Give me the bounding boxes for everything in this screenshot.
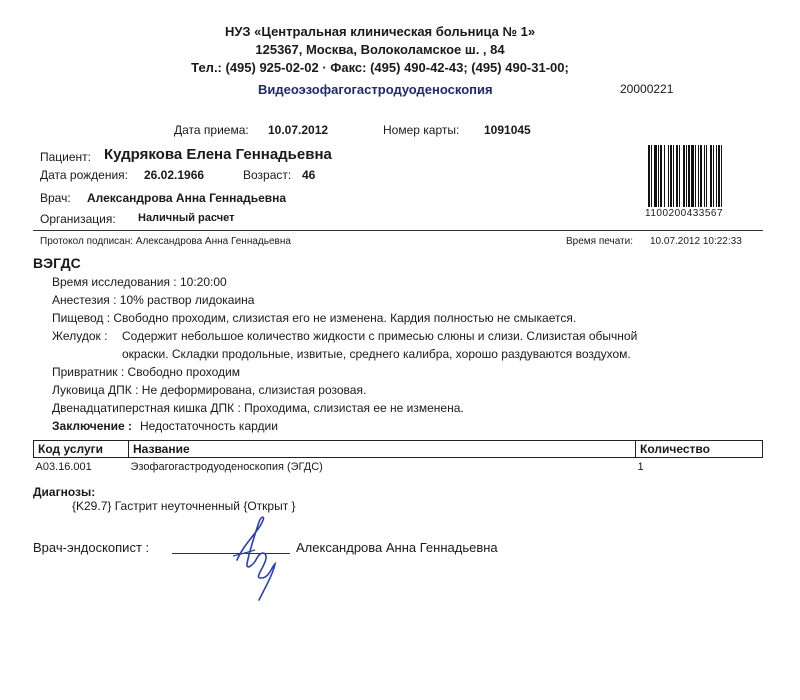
card-number-value: 1091045: [484, 123, 531, 137]
barcode-bar: [668, 145, 669, 207]
print-time-label: Время печати:: [566, 236, 634, 247]
barcode-bar: [713, 145, 714, 207]
handwritten-signature: [225, 512, 295, 607]
barcode-bar: [688, 145, 690, 207]
diagnoses-label: Диагнозы:: [33, 485, 96, 499]
barcode-bar: [673, 145, 674, 207]
services-header-row: [34, 441, 763, 458]
exam-stomach-label: Желудок :: [52, 329, 108, 343]
barcode-bar: [664, 145, 665, 207]
organization-value: Наличный расчет: [138, 212, 235, 224]
barcode-bar: [676, 145, 678, 207]
exam-time: Время исследования : 10:20:00: [52, 275, 227, 289]
barcode-bar: [686, 145, 687, 207]
barcode-bar: [648, 145, 650, 207]
barcode-bar: [679, 145, 680, 207]
print-time-value: 10.07.2012 10:22:33: [650, 236, 742, 247]
barcode-bar: [706, 145, 707, 207]
visit-date-label: Дата приема:: [174, 123, 249, 137]
barcode-bar: [670, 145, 672, 207]
barcode: [648, 145, 760, 207]
barcode-bar: [718, 145, 720, 207]
col-qty-header: Количество: [636, 441, 763, 458]
organization-label: Организация:: [40, 212, 116, 226]
doctor-label: Врач:: [40, 191, 71, 205]
protocol-signed: Протокол подписан: Александрова Анна Геннадьевна: [40, 236, 291, 247]
barcode-bar: [710, 145, 712, 207]
barcode-bar: [660, 145, 662, 207]
document-number: 20000221: [620, 82, 674, 96]
barcode-bar: [654, 145, 657, 207]
signature-name: Александрова Анна Геннадьевна: [296, 540, 498, 555]
section-title: ВЭГДС: [33, 255, 81, 271]
divider: [33, 230, 763, 231]
barcode-number: 1100200433567: [645, 208, 724, 219]
dob-label: Дата рождения:: [40, 168, 128, 182]
barcode-bar: [651, 145, 652, 207]
visit-date-value: 10.07.2012: [268, 123, 329, 137]
table-row: [34, 458, 763, 477]
signature-label: Врач-эндоскопист :: [33, 540, 150, 555]
exam-pylorus: Привратник : Свободно проходим: [52, 365, 240, 379]
barcode-bar: [698, 145, 699, 207]
col-code-header: Код услуги: [34, 441, 129, 458]
conclusion-label: Заключение :: [52, 419, 133, 433]
age-value: 46: [302, 168, 316, 182]
barcode-bar: [695, 145, 696, 207]
age-label: Возраст:: [243, 168, 292, 182]
service-code: A03.16.001: [35, 461, 92, 473]
card-number-label: Номер карты:: [383, 123, 460, 137]
org-address: 125367, Москва, Волоколамское ш. , 84: [255, 42, 505, 57]
barcode-bar: [700, 145, 702, 207]
services-table: [33, 440, 763, 476]
barcode-bar: [704, 145, 705, 207]
patient-name: Кудрякова Елена Геннадьевна: [104, 146, 332, 163]
barcode-bar: [716, 145, 717, 207]
exam-anesthesia: Анестезия : 10% раствор лидокаина: [52, 293, 255, 307]
document-title: Видеоэзофагогастродуоденоскопия: [258, 82, 493, 97]
service-qty: 1: [637, 461, 644, 473]
service-name: Эзофагогастродуоденоскопия (ЭГДС): [130, 461, 323, 473]
org-phones: Тел.: (495) 925-02-02 · Факс: (495) 490-42-43; (495) 490-31-00;: [191, 60, 569, 75]
barcode-bar: [683, 145, 685, 207]
exam-stomach-line2: окраски. Складки продольные, извитые, среднего калибра, хорошо раздуваются воздухом.: [122, 347, 631, 361]
org-name: НУЗ «Центральная клиническая больница № 1»: [224, 24, 536, 39]
exam-duodenum: Двенадцатиперстная кишка ДПК : Проходима, слизистая ее не изменена.: [52, 401, 464, 415]
barcode-bar: [721, 145, 722, 207]
doctor-value: Александрова Анна Геннадьевна: [87, 191, 287, 205]
dob-value: 26.02.1966: [144, 168, 205, 182]
barcode-bar: [658, 145, 659, 207]
barcode-bar: [691, 145, 694, 207]
patient-label: Пациент:: [40, 150, 92, 164]
conclusion-value: Недостаточность кардии: [140, 419, 278, 433]
exam-esophagus: Пищевод : Свободно проходим, слизистая его не изменена. Кардия полностью не смыкается.: [52, 311, 577, 325]
diagnosis-item: {K29.7} Гастрит неуточненный {Открыт }: [72, 499, 296, 513]
exam-stomach-line1: Содержит небольшое количество жидкости с примесью слюны и слизи. Слизистая обычной: [122, 329, 638, 343]
col-name-header: Название: [129, 441, 636, 458]
exam-bulb: Луковица ДПК : Не деформирована, слизистая розовая.: [52, 383, 367, 397]
